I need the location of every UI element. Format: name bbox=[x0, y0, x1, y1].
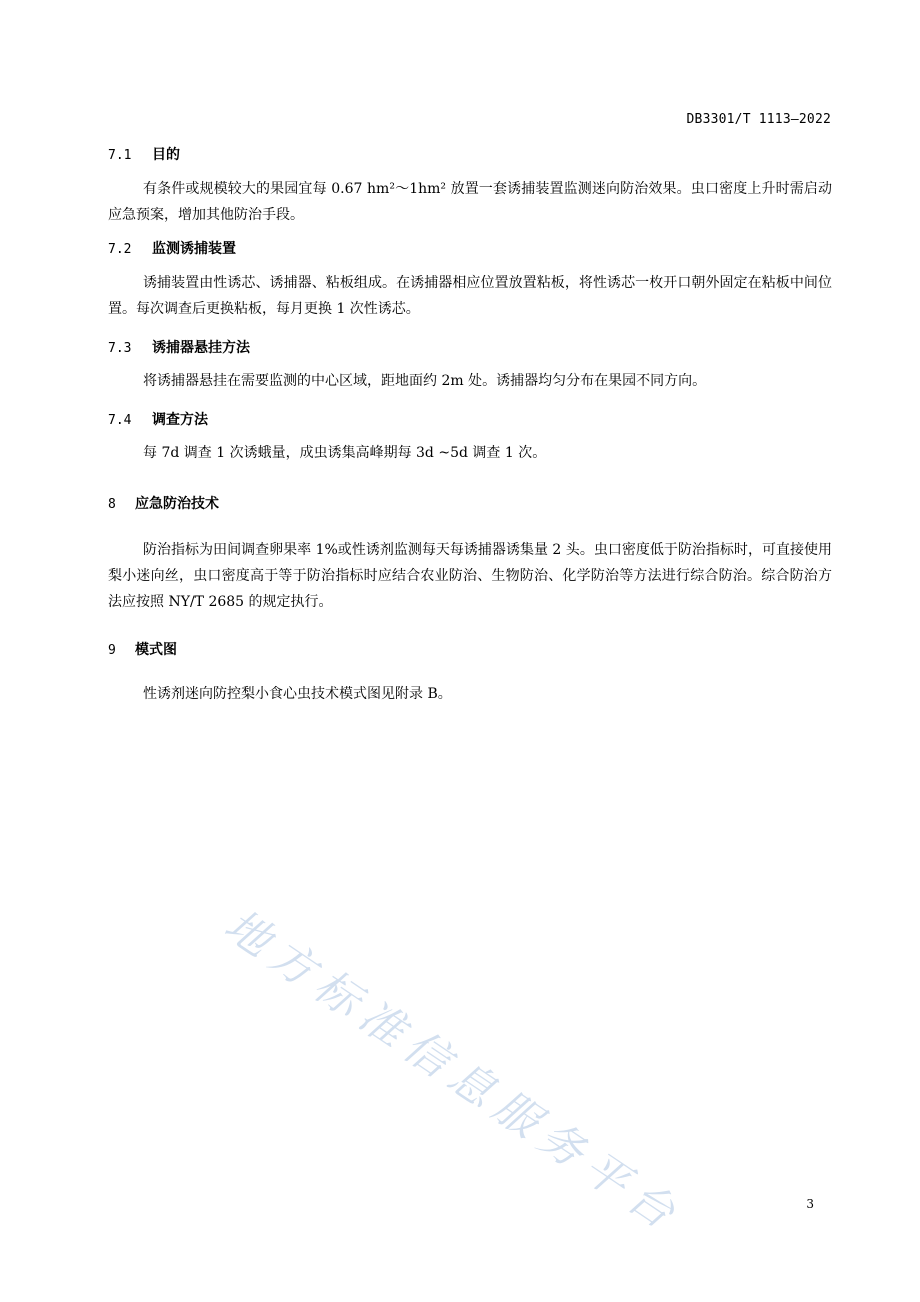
section-7-4-heading bbox=[108, 409, 208, 429]
section-title: 应急防治技术 bbox=[135, 496, 219, 512]
section-7-1-paragraph: 有条件或规模较大的果园宜每 0.67 hm²～1hm² 放置一套诱捕装置监测迷向防治效果。虫口密度上升时需启动应急预案，增加其他防治手段。 bbox=[108, 181, 832, 223]
section-title: 诱捕器悬挂方法 bbox=[152, 340, 250, 356]
section-7-4-paragraph: 每 7d 调查 1 次诱蛾量，成虫诱集高峰期每 3d ~5d 调查 1 次。 bbox=[143, 445, 547, 461]
section-number: 7.2 bbox=[108, 242, 132, 257]
section-7-2-heading bbox=[108, 238, 236, 258]
section-number: 7.1 bbox=[108, 148, 132, 163]
section-number: 8 bbox=[108, 497, 116, 512]
section-title: 目的 bbox=[152, 147, 180, 163]
section-title: 监测诱捕装置 bbox=[152, 241, 236, 257]
watermark: 地方标准信息服务平台 bbox=[215, 899, 692, 1244]
section-7-2-paragraph: 诱捕装置由性诱芯、诱捕器、粘板组成。在诱捕器相应位置放置粘板，将性诱芯一枚开口朝外固定在粘板中间位置。每次调查后更换粘板，每月更换 1 次性诱芯。 bbox=[108, 275, 832, 317]
section-8-heading bbox=[108, 493, 219, 513]
section-9-paragraph: 性诱剂迷向防控梨小食心虫技术模式图见附录 B。 bbox=[143, 686, 452, 702]
section-8-paragraph: 防治指标为田间调查卵果率 1%或性诱剂监测每天每诱捕器诱集量 2 头。虫口密度低于防治指标时，可直接使用梨小迷向丝，虫口密度高于等于防治指标时应结合农业防治、生物防治、化学防治等方法进行综合防治。综合防治方法应按照 NY/T 2685 的规定执行。 bbox=[108, 542, 832, 610]
page-number: 3 bbox=[806, 1197, 814, 1211]
section-number: 9 bbox=[108, 643, 116, 658]
section-number: 7.4 bbox=[108, 413, 132, 428]
section-number: 7.3 bbox=[108, 341, 132, 356]
section-7-1-heading bbox=[108, 144, 180, 164]
section-7-3-paragraph: 将诱捕器悬挂在需要监测的中心区域，距地面约 2m 处。诱捕器均匀分布在果园不同方向。 bbox=[143, 373, 707, 389]
section-9-heading bbox=[108, 639, 177, 659]
section-7-3-heading bbox=[108, 337, 250, 357]
section-title: 模式图 bbox=[135, 642, 177, 658]
section-title: 调查方法 bbox=[152, 412, 208, 428]
standard-code: DB3301/T 1113—2022 bbox=[686, 112, 831, 127]
